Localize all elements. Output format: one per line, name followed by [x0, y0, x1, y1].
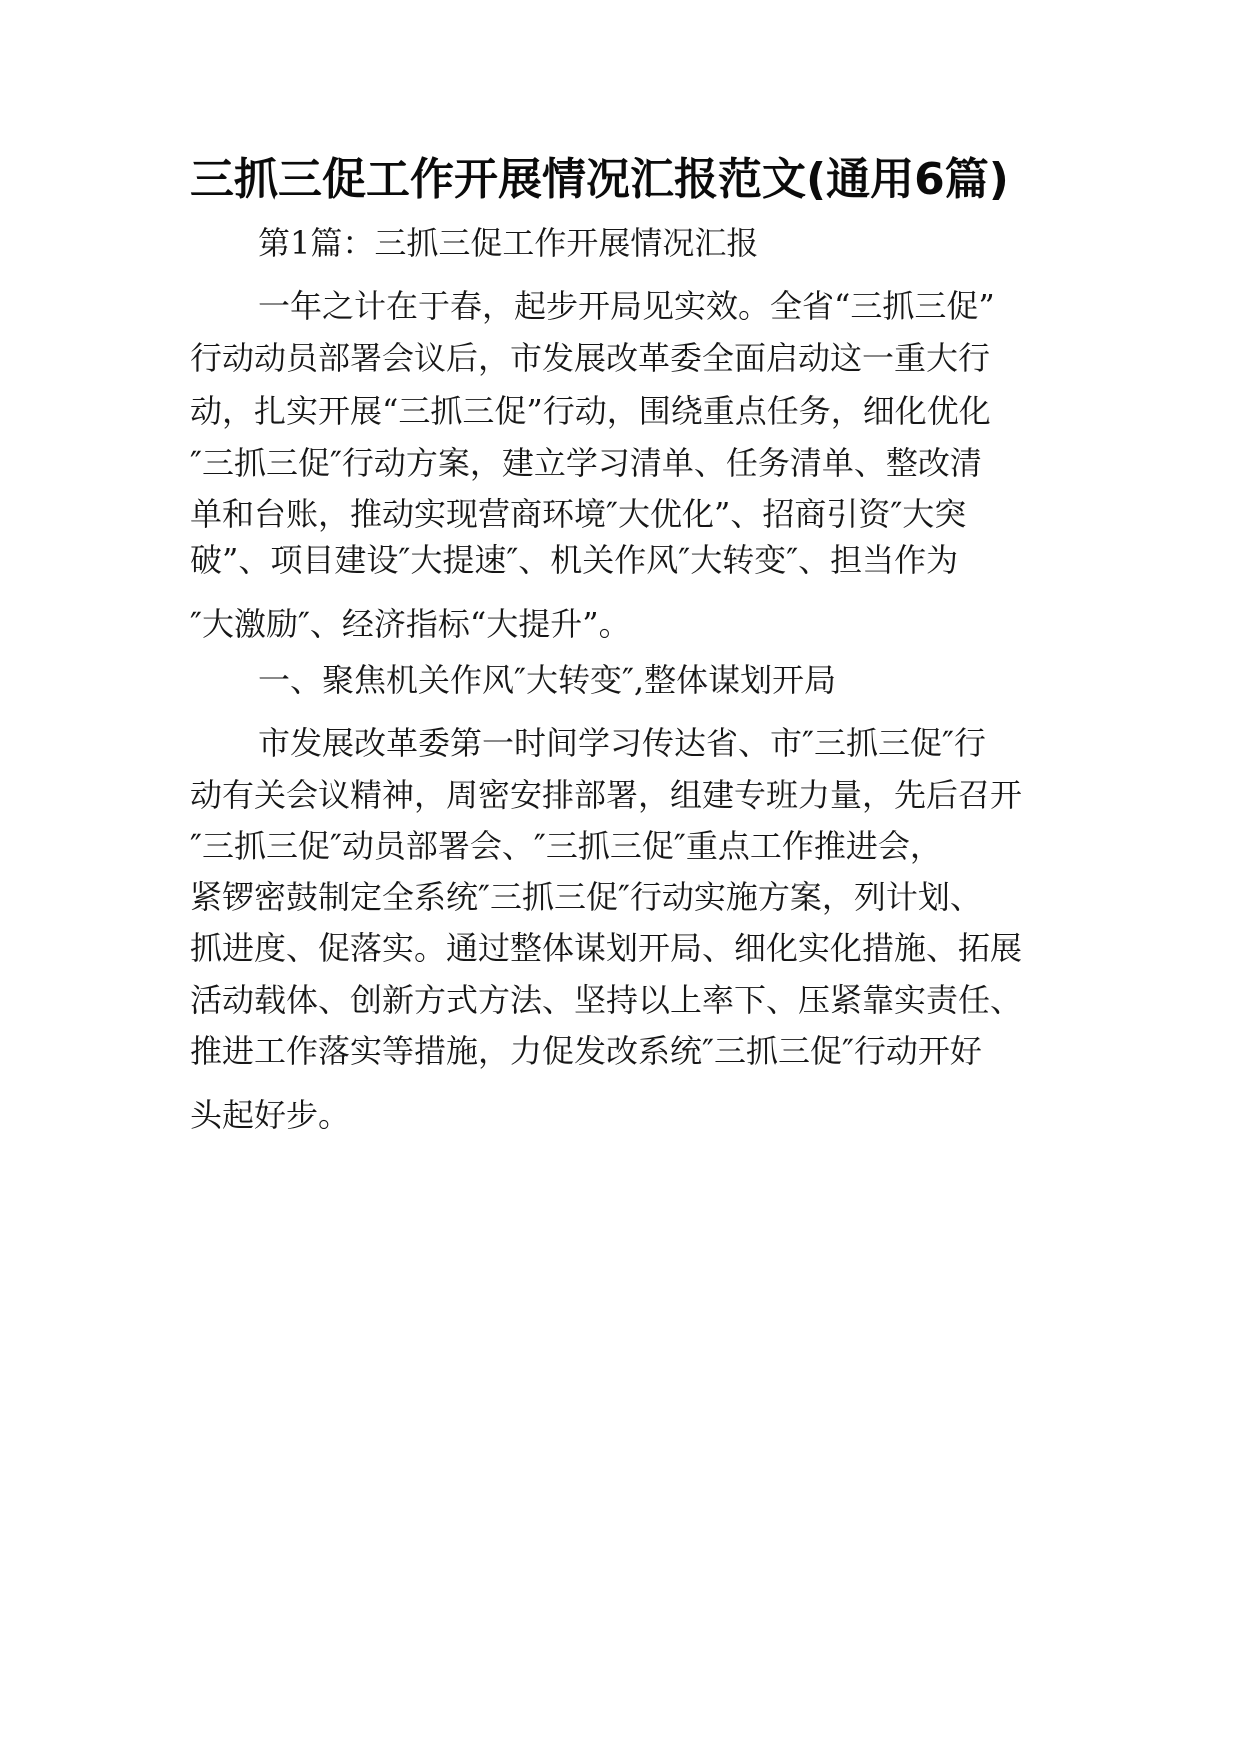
- paragraph-1-line-4: ″三抓三促″行动方案，建立学习清单、任务清单、整改清: [190, 444, 982, 482]
- paragraph-1-line-1: 一年之计在于春，起步开局见实效。全省“三抓三促”: [258, 287, 995, 325]
- paragraph-1-line-7: ″大激励″、经济指标“大提升”。: [190, 605, 631, 643]
- paragraph-2-line-6: 活动载体、创新方式方法、坚持以上率下、压紧靠实责任、: [190, 981, 1023, 1019]
- article-subtitle: 第1篇：三抓三促工作开展情况汇报: [258, 224, 759, 262]
- paragraph-1-line-3: 动，扎实开展“三抓三促”行动，围绕重点任务，细化优化: [190, 392, 991, 430]
- document-title: 三抓三促工作开展情况汇报范文(通用6篇): [190, 154, 1009, 205]
- paragraph-2-line-3: ″三抓三促″动员部署会、″三抓三促″重点工作推进会，: [190, 827, 942, 865]
- paragraph-1-line-2: 行动动员部署会议后，市发展改革委全面启动这一重大行: [190, 339, 991, 377]
- paragraph-1-line-6: 破”、项目建设″大提速″、机关作风″大转变″、担当作为: [190, 541, 959, 579]
- paragraph-2-line-1: 市发展改革委第一时间学习传达省、市″三抓三促″行: [258, 724, 986, 762]
- paragraph-2-line-2: 动有关会议精神，周密安排部署，组建专班力量，先后召开: [190, 776, 1023, 814]
- paragraph-2-line-4: 紧锣密鼓制定全系统″三抓三促″行动实施方案，列计划、: [190, 878, 982, 916]
- paragraph-2-line-7: 推进工作落实等措施，力促发改系统″三抓三促″行动开好: [190, 1032, 982, 1070]
- section-1-heading: 一、聚焦机关作风″大转变″,整体谋划开局: [258, 661, 837, 699]
- paragraph-1-line-5: 单和台账，推动实现营商环境″大优化”、招商引资″大突: [190, 495, 967, 533]
- paragraph-2-line-5: 抓进度、促落实。通过整体谋划开局、细化实化措施、拓展: [190, 929, 1023, 967]
- paragraph-2-line-8: 头起好步。: [190, 1096, 351, 1134]
